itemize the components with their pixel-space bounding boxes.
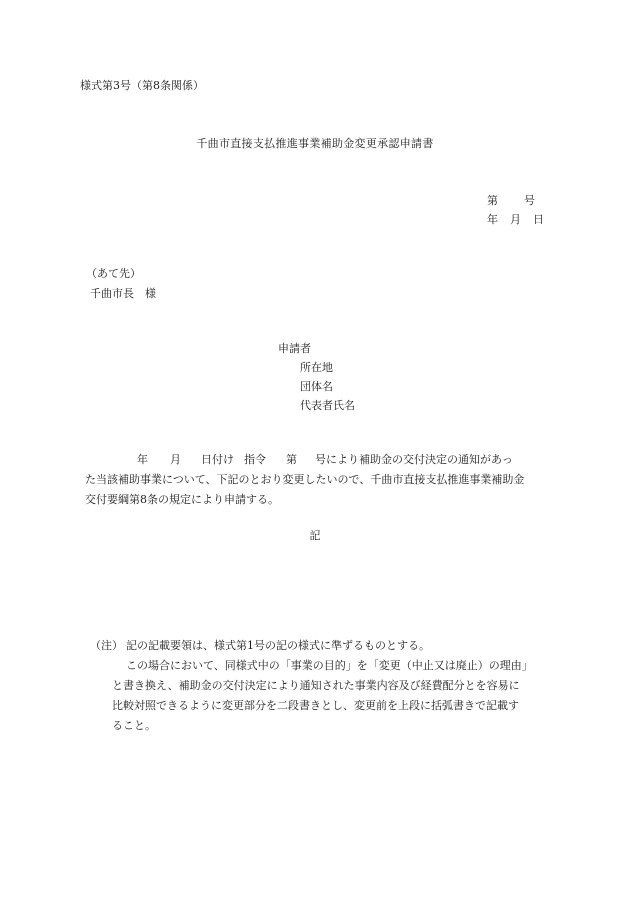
- body-directive: 指令: [244, 453, 266, 466]
- form-number: 様式第3号（第8条関係）: [80, 79, 204, 92]
- note-line-4: 比較対照できるように変更部分を二段書きとし、変更前を上段に括弧書きで記載す: [112, 699, 519, 712]
- body-paragraph: [85, 450, 547, 510]
- applicant-address-label: 所在地: [300, 361, 333, 374]
- doc-no-prefix: 第: [487, 194, 498, 207]
- date-year: 年: [487, 213, 498, 226]
- note-line-2: この場合において、同様式中の「事業の目的」を「変更（中止又は廃止）の理由」: [126, 659, 533, 672]
- note-text-1: 記の記載要領は、様式第1号の記の様式に準ずるものとする。: [126, 639, 430, 652]
- note-line-5: ること。: [112, 719, 156, 732]
- document-date: [487, 214, 544, 225]
- note-label: （注）: [90, 639, 123, 652]
- applicant-organization-label: 団体名: [300, 380, 333, 393]
- addressee-name: 千曲市長 様: [90, 287, 156, 300]
- body-number-prefix: 第: [286, 453, 297, 466]
- addressee-label: （あて先）: [86, 267, 141, 280]
- note-section: [90, 636, 550, 736]
- applicant-representative-label: 代表者氏名: [300, 399, 355, 412]
- body-day-label: 日付け: [201, 453, 234, 466]
- body-line-1: [85, 450, 547, 470]
- document-title: 千曲市直接支払推進事業補助金変更承認申請書: [196, 137, 434, 150]
- applicant-title: 申請者: [278, 342, 311, 355]
- body-month: 月: [170, 453, 181, 466]
- body-year: 年: [137, 453, 148, 466]
- note-line-3: と書き換え、補助金の交付決定により通知された事業内容及び経費配分とを容易に: [112, 679, 520, 692]
- note-line-1: [90, 636, 550, 656]
- body-line-2: た当該補助事業について、下記のとおり変更したいので、千曲市直接支払推進事業補助金: [85, 473, 525, 486]
- doc-no-suffix: 号: [524, 194, 535, 207]
- date-day: 日: [533, 213, 544, 226]
- date-month: 月: [510, 213, 521, 226]
- body-line-3: 交付要綱第8条の規定により申請する。: [85, 493, 279, 506]
- body-line1-tail: 号により補助金の交付決定の通知があっ: [315, 453, 513, 466]
- document-number: [487, 195, 535, 206]
- ki-heading: 記: [309, 529, 321, 542]
